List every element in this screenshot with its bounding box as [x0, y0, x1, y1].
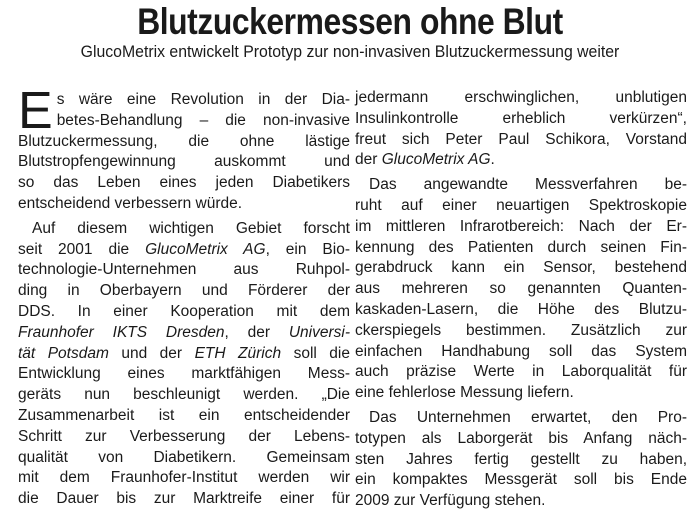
headline: Blutzuckermessen ohne Blut — [137, 1, 563, 42]
text-run: , der — [224, 323, 289, 341]
text-line: freut sich Peter Paul Schikora, Vorstand — [355, 130, 687, 148]
text-run: , ein Bio- — [265, 240, 350, 258]
text-line: mit dem Fraunhofer-Institut werden wir — [18, 469, 350, 487]
right-column — [355, 88, 687, 516]
text-line: auch präzise Werte in Laborqualität für — [355, 363, 687, 381]
paragraph-2 — [18, 219, 350, 510]
text-line: eine fehlerlose Messung liefern. — [355, 384, 574, 402]
company-name: GlucoMetrix AG — [381, 151, 491, 169]
text-line: jedermann erschwinglichen, unblutigen — [355, 89, 687, 106]
text-run: und der — [108, 344, 195, 362]
institute-name: tät Potsdam — [18, 344, 109, 362]
text-line: aus mehreren so genannten Quanten- — [355, 280, 687, 298]
text-line: technologie-Unternehmen aus Ruhpol- — [18, 261, 350, 279]
text-run: der — [355, 151, 382, 169]
text-line: DDS. In einer Kooperation mit dem — [18, 302, 350, 320]
text-line: einfachen Handhabung soll das System — [355, 342, 687, 360]
text-line: entscheidend verbessern würde. — [18, 194, 243, 212]
text-run: seit 2001 die — [18, 240, 146, 258]
text-line: sten Jahres fertig gestellt zu haben, — [355, 450, 687, 468]
left-column — [18, 82, 350, 514]
institute-name: Universi- — [288, 323, 350, 341]
text-line: ruht auf einer neuartigen Spektroskopie — [355, 196, 687, 214]
text-line: Das Unternehmen erwartet, den Pro- — [369, 408, 687, 426]
text-line: Auf diesem wichtigen Gebiet forscht — [32, 219, 350, 237]
text-line — [355, 150, 687, 171]
text-line: kaskaden-Lasern, die Höhe des Blutzu- — [355, 300, 687, 318]
text-line: Schritt zur Verbesserung der Lebens- — [18, 427, 350, 445]
text-line: die Dauer bis zur Marktreife einer für — [18, 490, 350, 508]
text-line: totypen als Laborgerät bis Anfang näch- — [355, 429, 687, 447]
institute-name: ETH Zürich — [194, 344, 282, 362]
text-run: soll die — [281, 344, 350, 362]
text-line: betes-Behandlung – die non-invasive — [56, 111, 350, 129]
paragraph-1 — [18, 82, 350, 215]
text-line: Blutzuckermessung, die ohne lästige — [18, 132, 350, 150]
paragraph-5 — [355, 408, 687, 512]
drop-cap: E — [18, 82, 53, 140]
text-line: Zusammenarbeit ist ein entscheidender — [18, 406, 350, 424]
text-line: Das angewandte Messverfahren be- — [369, 176, 687, 194]
paragraph-3 — [355, 88, 687, 171]
text-line: im mittleren Infrarotbereich: Nach der Er- — [355, 217, 687, 235]
text-line: s wäre eine Revolution in der Dia- — [56, 91, 350, 108]
text-line: ding in Oberbayern und Förderer der — [18, 282, 350, 300]
text-line: ckerspiegels bestimmen. Zusätzlich zur — [355, 321, 687, 339]
text-line: qualität von Diabetikern. Gemeinsam — [18, 448, 350, 466]
text-line: Blutstropfengewinnung auskommt und — [18, 153, 350, 171]
text-line: Insulinkontrolle erheblich verkürzen“, — [355, 109, 687, 127]
text-run: . — [490, 151, 495, 169]
text-line: so das Leben eines jeden Diabetikers — [18, 174, 350, 192]
text-line — [18, 323, 350, 344]
text-line — [18, 240, 350, 261]
company-name: GlucoMetrix AG — [145, 240, 266, 258]
subheadline: GlucoMetrix entwickelt Prototyp zur non-invasiven Blutzuckermessung weiter — [80, 42, 620, 61]
paragraph-4 — [355, 175, 687, 404]
text-line: gerabdruck kann ein Sensor, bestehend — [355, 259, 687, 277]
text-line — [18, 344, 350, 365]
text-line: 2009 zur Verfügung stehen. — [355, 492, 546, 510]
text-line: Entwicklung eines marktfähigen Mess- — [18, 365, 350, 383]
text-line: ein kompaktes Messgerät soll bis Ende — [355, 471, 687, 489]
text-line: geräts nun beschleunigt werden. „Die — [18, 386, 350, 404]
text-line: kennung des Patienten durch seinen Fin- — [355, 238, 687, 256]
institute-name: Fraunhofer IKTS Dresden — [18, 323, 225, 341]
